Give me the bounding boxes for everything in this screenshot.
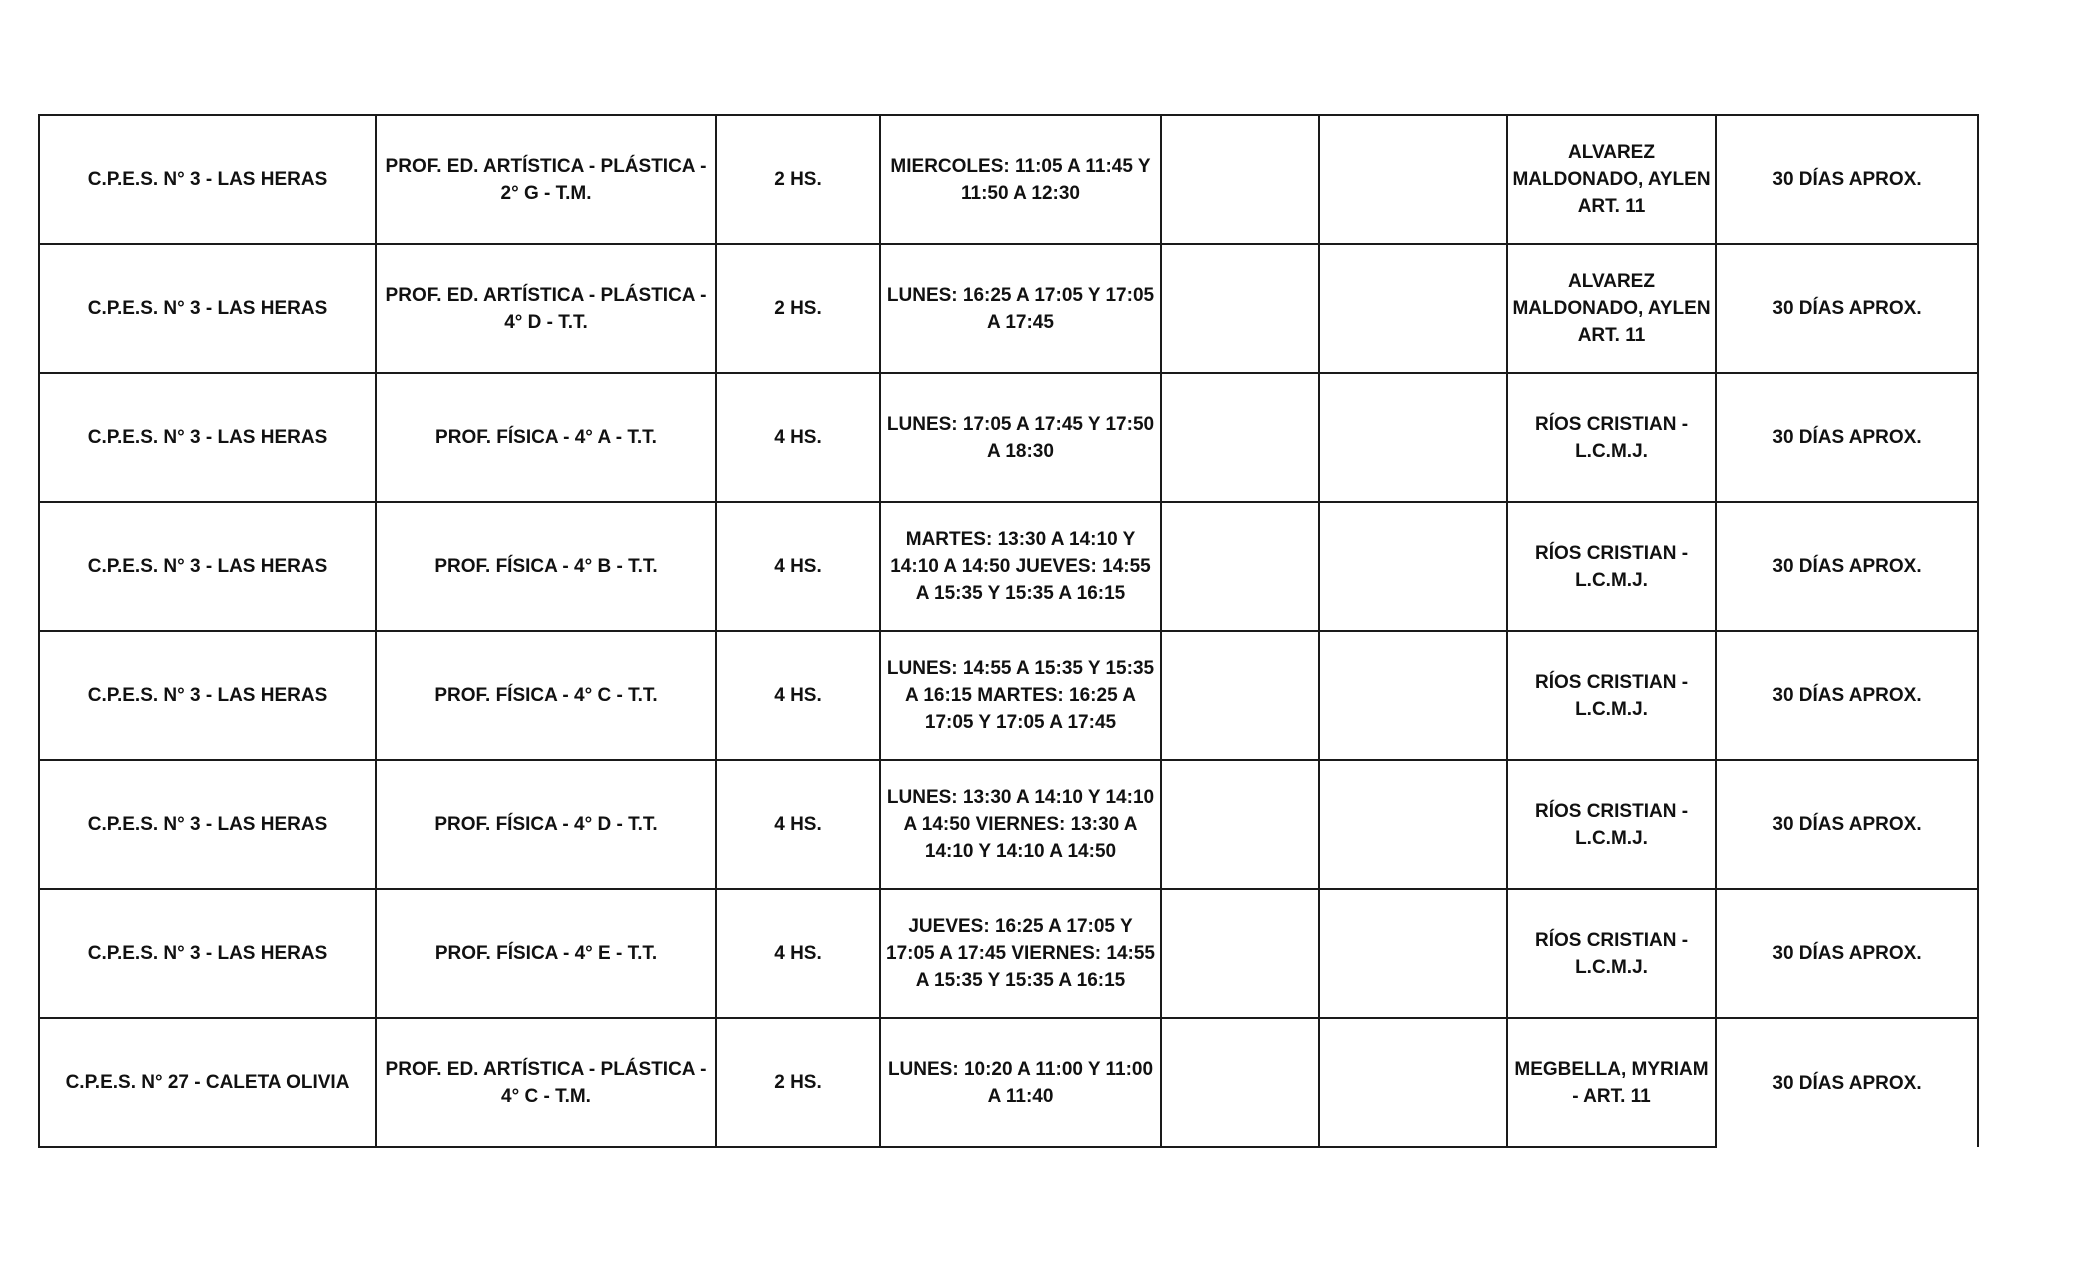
vacancy-table-body [39,115,1978,1147]
empty-cell [1319,115,1507,244]
teacher-cell: MEGBELLA, MYRIAM - ART. 11 [1507,1018,1716,1147]
table-row [39,760,1978,889]
table-row [39,115,1978,244]
empty-cell [1319,373,1507,502]
subject-cell: PROF. FÍSICA - 4° A - T.T. [376,373,716,502]
teacher-cell: RÍOS CRISTIAN - L.C.M.J. [1507,631,1716,760]
hours-cell: 4 HS. [716,373,880,502]
table-row [39,631,1978,760]
school-cell: C.P.E.S. N° 3 - LAS HERAS [39,502,376,631]
hours-cell: 2 HS. [716,244,880,373]
hours-cell: 4 HS. [716,502,880,631]
empty-cell [1319,631,1507,760]
vacancy-table [38,114,1979,1148]
duration-cell: 30 DÍAS APROX. [1716,373,1978,502]
subject-cell: PROF. ED. ARTÍSTICA - PLÁSTICA - 4° D - T.T. [376,244,716,373]
duration-cell: 30 DÍAS APROX. [1716,889,1978,1018]
subject-cell: PROF. FÍSICA - 4° D - T.T. [376,760,716,889]
duration-cell: 30 DÍAS APROX. [1716,244,1978,373]
empty-cell [1161,1018,1319,1147]
teacher-cell: RÍOS CRISTIAN - L.C.M.J. [1507,889,1716,1018]
hours-cell: 4 HS. [716,760,880,889]
schedule-cell: LUNES: 17:05 A 17:45 Y 17:50 A 18:30 [880,373,1161,502]
table-row [39,889,1978,1018]
duration-cell: 30 DÍAS APROX. [1716,502,1978,631]
schedule-cell: LUNES: 13:30 A 14:10 Y 14:10 A 14:50 VIERNES: 13:30 A 14:10 Y 14:10 A 14:50 [880,760,1161,889]
duration-cell: 30 DÍAS APROX. [1716,115,1978,244]
subject-cell: PROF. ED. ARTÍSTICA - PLÁSTICA - 2° G - T.M. [376,115,716,244]
schedule-cell: LUNES: 14:55 A 15:35 Y 15:35 A 16:15 MARTES: 16:25 A 17:05 Y 17:05 A 17:45 [880,631,1161,760]
schedule-cell: JUEVES: 16:25 A 17:05 Y 17:05 A 17:45 VIERNES: 14:55 A 15:35 Y 15:35 A 16:15 [880,889,1161,1018]
duration-cell: 30 DÍAS APROX. [1716,631,1978,760]
schedule-cell: LUNES: 10:20 A 11:00 Y 11:00 A 11:40 [880,1018,1161,1147]
subject-cell: PROF. FÍSICA - 4° B - T.T. [376,502,716,631]
table-row [39,373,1978,502]
empty-cell [1319,1018,1507,1147]
empty-cell [1161,244,1319,373]
hours-cell: 2 HS. [716,1018,880,1147]
empty-cell [1319,502,1507,631]
schedule-cell: LUNES: 16:25 A 17:05 Y 17:05 A 17:45 [880,244,1161,373]
hours-cell: 4 HS. [716,631,880,760]
subject-cell: PROF. ED. ARTÍSTICA - PLÁSTICA - 4° C - T.M. [376,1018,716,1147]
empty-cell [1161,502,1319,631]
hours-cell: 2 HS. [716,115,880,244]
school-cell: C.P.E.S. N° 3 - LAS HERAS [39,889,376,1018]
subject-cell: PROF. FÍSICA - 4° E - T.T. [376,889,716,1018]
empty-cell [1161,115,1319,244]
schedule-cell: MARTES: 13:30 A 14:10 Y 14:10 A 14:50 JUEVES: 14:55 A 15:35 Y 15:35 A 16:15 [880,502,1161,631]
table-row [39,1018,1978,1147]
teacher-cell: RÍOS CRISTIAN - L.C.M.J. [1507,373,1716,502]
empty-cell [1161,889,1319,1018]
school-cell: C.P.E.S. N° 3 - LAS HERAS [39,115,376,244]
duration-cell: 30 DÍAS APROX. [1716,1018,1978,1147]
teacher-cell: ALVAREZ MALDONADO, AYLEN ART. 11 [1507,115,1716,244]
school-cell: C.P.E.S. N° 3 - LAS HERAS [39,373,376,502]
teacher-cell: ALVAREZ MALDONADO, AYLEN ART. 11 [1507,244,1716,373]
school-cell: C.P.E.S. N° 3 - LAS HERAS [39,631,376,760]
schedule-cell: MIERCOLES: 11:05 A 11:45 Y 11:50 A 12:30 [880,115,1161,244]
empty-cell [1161,631,1319,760]
table-row [39,502,1978,631]
school-cell: C.P.E.S. N° 3 - LAS HERAS [39,244,376,373]
empty-cell [1319,889,1507,1018]
table-row [39,244,1978,373]
empty-cell [1319,244,1507,373]
teacher-cell: RÍOS CRISTIAN - L.C.M.J. [1507,760,1716,889]
hours-cell: 4 HS. [716,889,880,1018]
empty-cell [1161,373,1319,502]
subject-cell: PROF. FÍSICA - 4° C - T.T. [376,631,716,760]
school-cell: C.P.E.S. N° 3 - LAS HERAS [39,760,376,889]
empty-cell [1161,760,1319,889]
teacher-cell: RÍOS CRISTIAN - L.C.M.J. [1507,502,1716,631]
duration-cell: 30 DÍAS APROX. [1716,760,1978,889]
school-cell: C.P.E.S. N° 27 - CALETA OLIVIA [39,1018,376,1147]
empty-cell [1319,760,1507,889]
